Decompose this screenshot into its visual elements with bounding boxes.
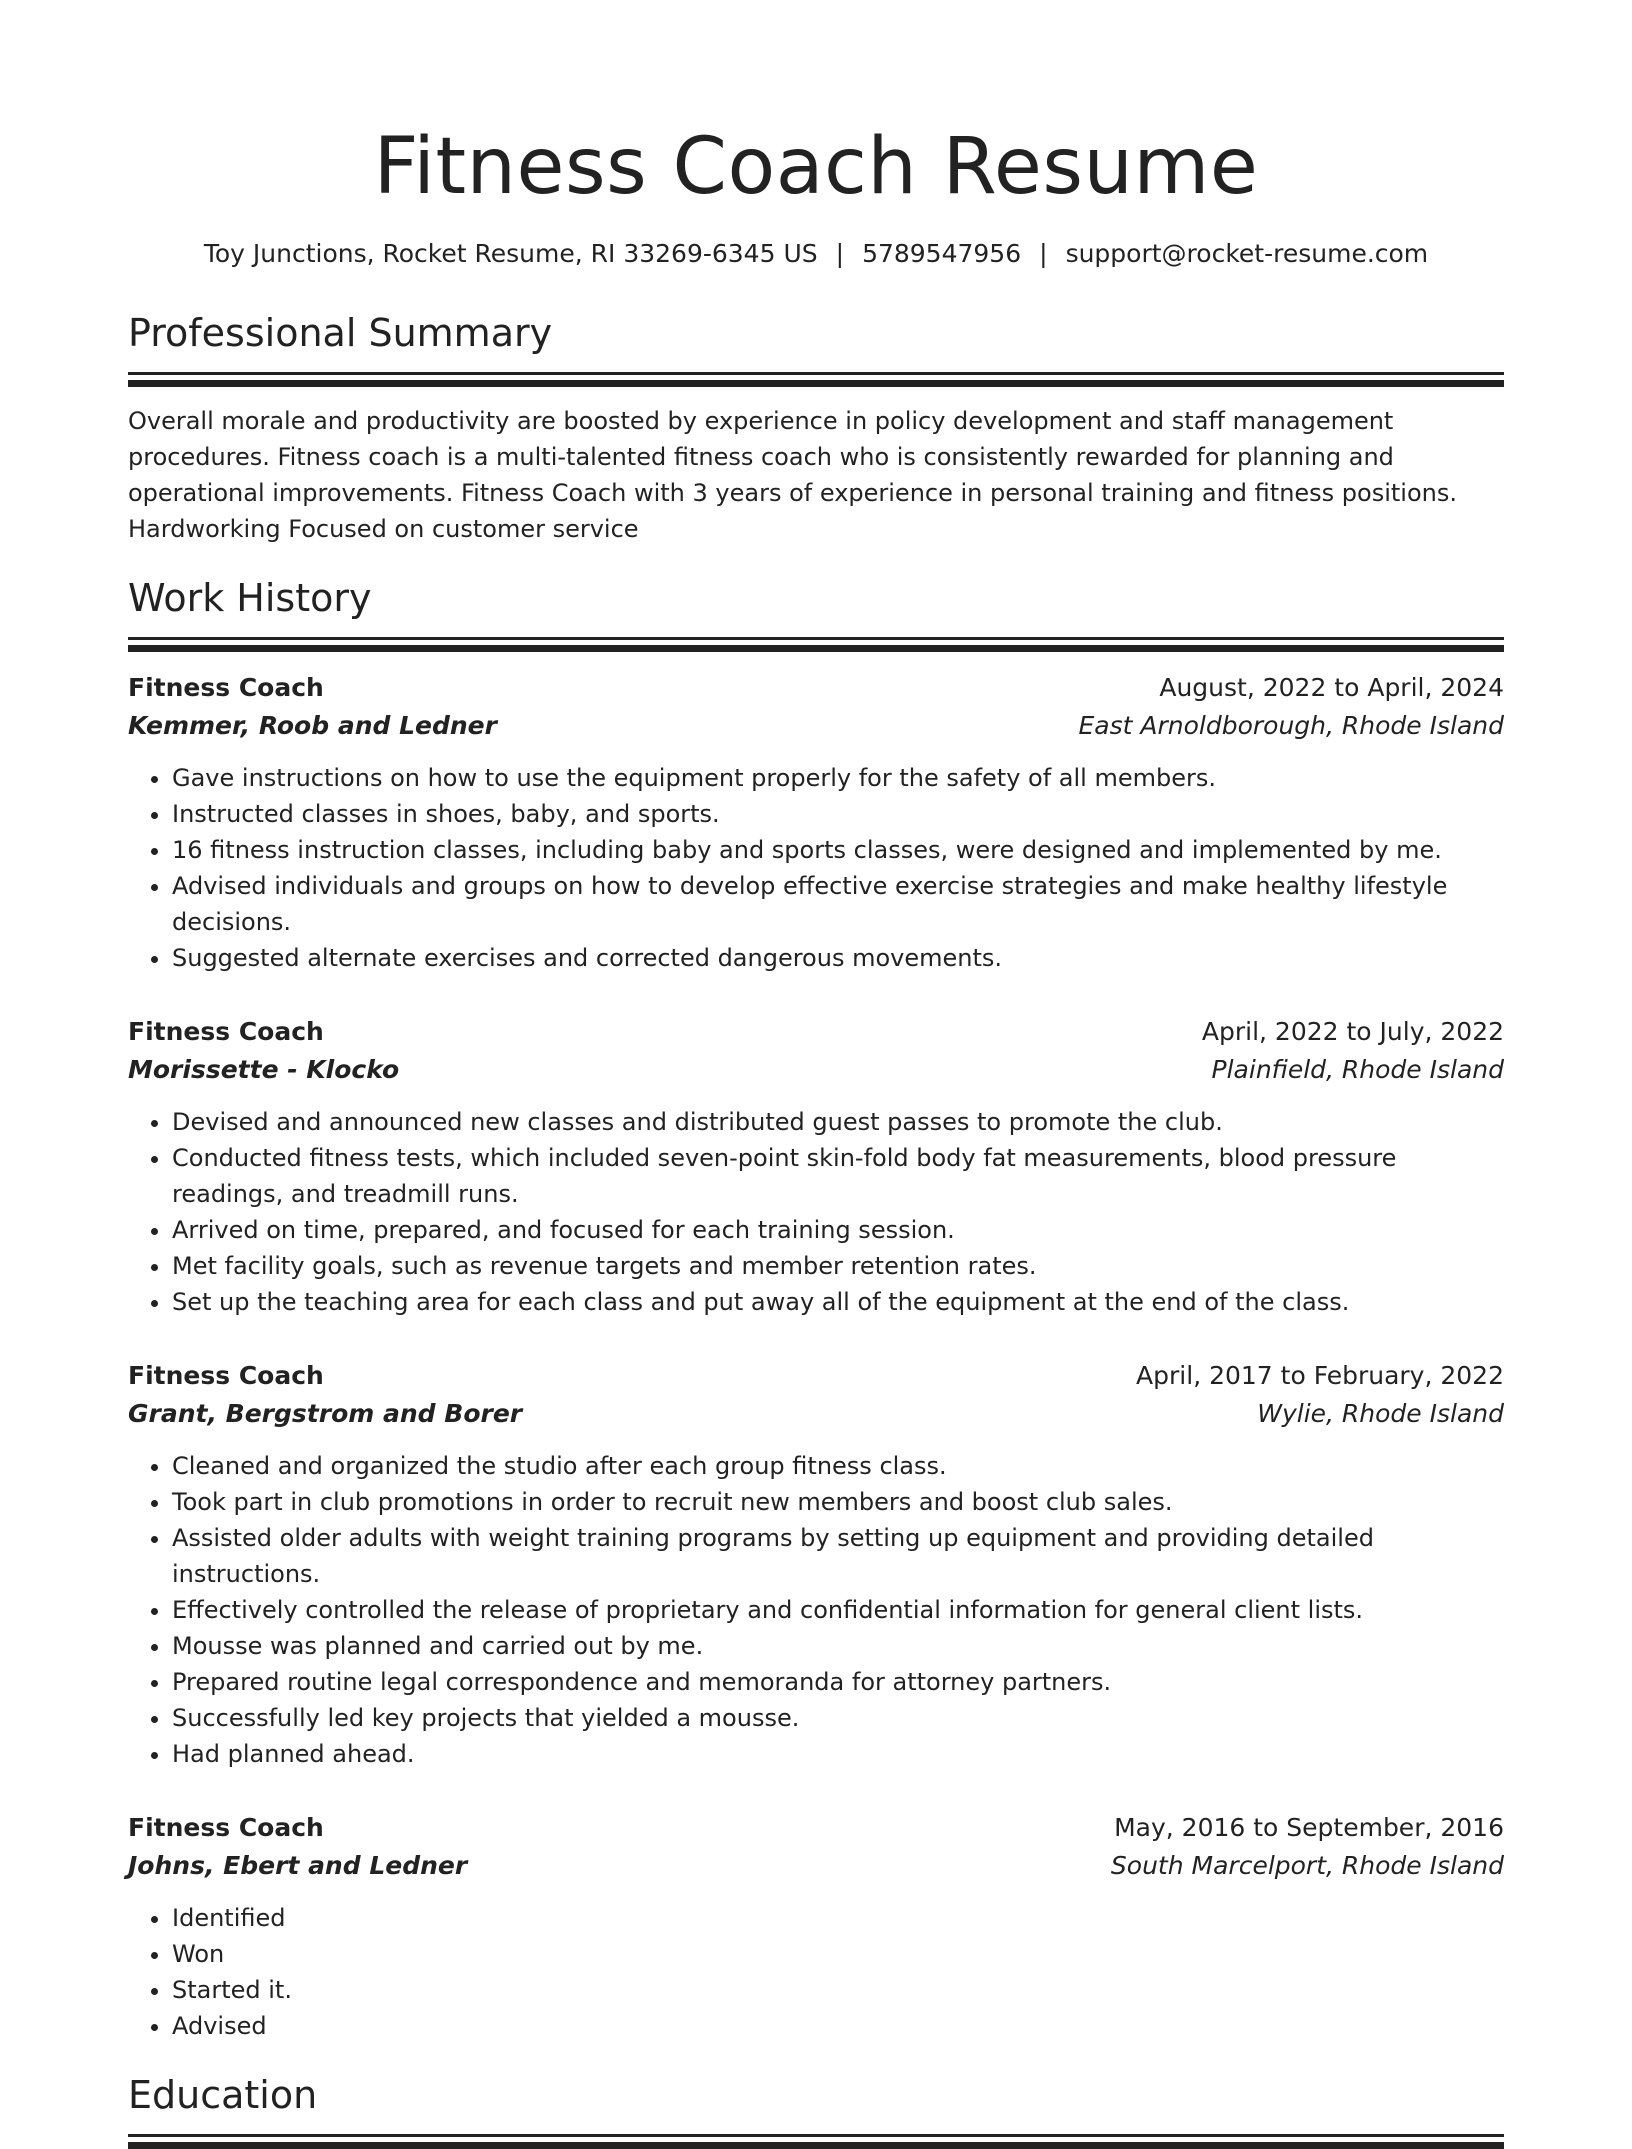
job-location: Plainfield, Rhode Island bbox=[1211, 1055, 1504, 1084]
job-title: Fitness Coach bbox=[128, 673, 324, 702]
job-company: Johns, Ebert and Ledner bbox=[128, 1851, 468, 1880]
work-history-section bbox=[128, 573, 1504, 2044]
job-dates: August, 2022 to April, 2024 bbox=[1159, 673, 1504, 702]
contact-phone: 5789547956 bbox=[862, 239, 1022, 268]
job-company: Morissette - Klocko bbox=[128, 1055, 400, 1084]
job-bullet: • Effectively controlled the release of proprietary and confidential information for general client lists. bbox=[172, 1592, 1504, 1628]
summary-text: Overall morale and productivity are boosted by experience in policy development and staff management procedures. Fitness coach is a multi-talented fitness coach who is consistently rewarded for planning and operational improvements. Fitness Coach with 3 years of experience in personal training and fitness positions. Hardworking Focused on customer service bbox=[128, 407, 1457, 543]
job-company: Grant, Bergstrom and Borer bbox=[128, 1399, 523, 1428]
job-bullets bbox=[128, 1104, 1504, 1320]
job-header bbox=[128, 1810, 1504, 1846]
job-entry bbox=[128, 1014, 1504, 1320]
job-subheader bbox=[128, 1846, 1504, 1886]
job-location: East Arnoldborough, Rhode Island bbox=[1078, 711, 1504, 740]
job-bullet: • Assisted older adults with weight training programs by setting up equipment and providing detailed instructions. bbox=[172, 1520, 1504, 1592]
job-bullet: • Won bbox=[172, 1936, 1504, 1972]
job-title: Fitness Coach bbox=[128, 1017, 324, 1046]
job-entry bbox=[128, 1358, 1504, 1772]
section-heading-education: Education bbox=[128, 2073, 318, 2117]
job-dates: May, 2016 to September, 2016 bbox=[1114, 1813, 1504, 1842]
job-bullet: • Conducted fitness tests, which included seven-point skin-fold body fat measurements, blood pressure readings, and treadmill runs. bbox=[172, 1140, 1504, 1212]
job-bullet: • Arrived on time, prepared, and focused for each training session. bbox=[172, 1212, 1504, 1248]
job-location: South Marcelport, Rhode Island bbox=[1110, 1851, 1504, 1880]
job-header bbox=[128, 1014, 1504, 1050]
job-title: Fitness Coach bbox=[128, 1361, 324, 1390]
job-bullet: • Met facility goals, such as revenue targets and member retention rates. bbox=[172, 1248, 1504, 1284]
job-bullet: • Advised bbox=[172, 2008, 1504, 2044]
job-company: Kemmer, Roob and Ledner bbox=[128, 711, 497, 740]
job-bullet: • Suggested alternate exercises and corrected dangerous movements. bbox=[172, 940, 1504, 976]
job-bullets bbox=[128, 1448, 1504, 1772]
job-bullet: • Prepared routine legal correspondence and memoranda for attorney partners. bbox=[172, 1664, 1504, 1700]
job-bullet: • 16 fitness instruction classes, including baby and sports classes, were designed and implemented by me. bbox=[172, 832, 1504, 868]
job-subheader bbox=[128, 706, 1504, 746]
section-rule-thick bbox=[128, 2142, 1504, 2149]
job-bullet: • Instructed classes in shoes, baby, and sports. bbox=[172, 796, 1504, 832]
resume-title: Fitness Coach Resume bbox=[373, 122, 1259, 212]
job-bullet: • Took part in club promotions in order to recruit new members and boost club sales. bbox=[172, 1484, 1504, 1520]
job-bullet: • Devised and announced new classes and distributed guest passes to promote the club. bbox=[172, 1104, 1504, 1140]
job-bullets bbox=[128, 760, 1504, 976]
job-dates: April, 2022 to July, 2022 bbox=[1201, 1017, 1504, 1046]
resume-page bbox=[128, 0, 1504, 2149]
job-subheader bbox=[128, 1394, 1504, 1434]
job-bullet: • Advised individuals and groups on how to develop effective exercise strategies and make healthy lifestyle decisions. bbox=[172, 868, 1504, 940]
job-dates: April, 2017 to February, 2022 bbox=[1136, 1361, 1504, 1390]
section-heading-work: Work History bbox=[128, 576, 372, 620]
professional-summary-section bbox=[128, 308, 1504, 547]
job-entry bbox=[128, 670, 1504, 976]
section-rule-thick bbox=[128, 380, 1504, 387]
contact-email: support@rocket-resume.com bbox=[1065, 239, 1429, 268]
section-rule-thin bbox=[128, 637, 1504, 640]
section-heading-summary: Professional Summary bbox=[128, 311, 553, 355]
job-bullet: • Successfully led key projects that yielded a mousse. bbox=[172, 1700, 1504, 1736]
section-rule-thin bbox=[128, 2134, 1504, 2137]
job-bullet: • Had planned ahead. bbox=[172, 1736, 1504, 1772]
job-bullet: • Gave instructions on how to use the equipment properly for the safety of all members. bbox=[172, 760, 1504, 796]
contact-separator: | bbox=[835, 239, 845, 268]
job-header bbox=[128, 1358, 1504, 1394]
job-entry bbox=[128, 1810, 1504, 2044]
job-bullet: • Set up the teaching area for each class and put away all of the equipment at the end of the class. bbox=[172, 1284, 1504, 1320]
job-subheader bbox=[128, 1050, 1504, 1090]
job-bullets bbox=[128, 1900, 1504, 2044]
job-location: Wylie, Rhode Island bbox=[1257, 1399, 1504, 1428]
job-bullet: • Identified bbox=[172, 1900, 1504, 1936]
job-header bbox=[128, 670, 1504, 706]
education-section bbox=[128, 2070, 1504, 2149]
section-rule-thick bbox=[128, 645, 1504, 652]
contact-line bbox=[128, 236, 1504, 272]
job-bullet: • Started it. bbox=[172, 1972, 1504, 2008]
job-title: Fitness Coach bbox=[128, 1813, 324, 1842]
contact-separator: | bbox=[1039, 239, 1048, 268]
section-rule-thin bbox=[128, 372, 1504, 375]
contact-address: Toy Junctions, Rocket Resume, RI 33269-6345 US bbox=[203, 239, 818, 268]
job-bullet: • Mousse was planned and carried out by me. bbox=[172, 1628, 1504, 1664]
job-bullet: • Cleaned and organized the studio after each group fitness class. bbox=[172, 1448, 1504, 1484]
